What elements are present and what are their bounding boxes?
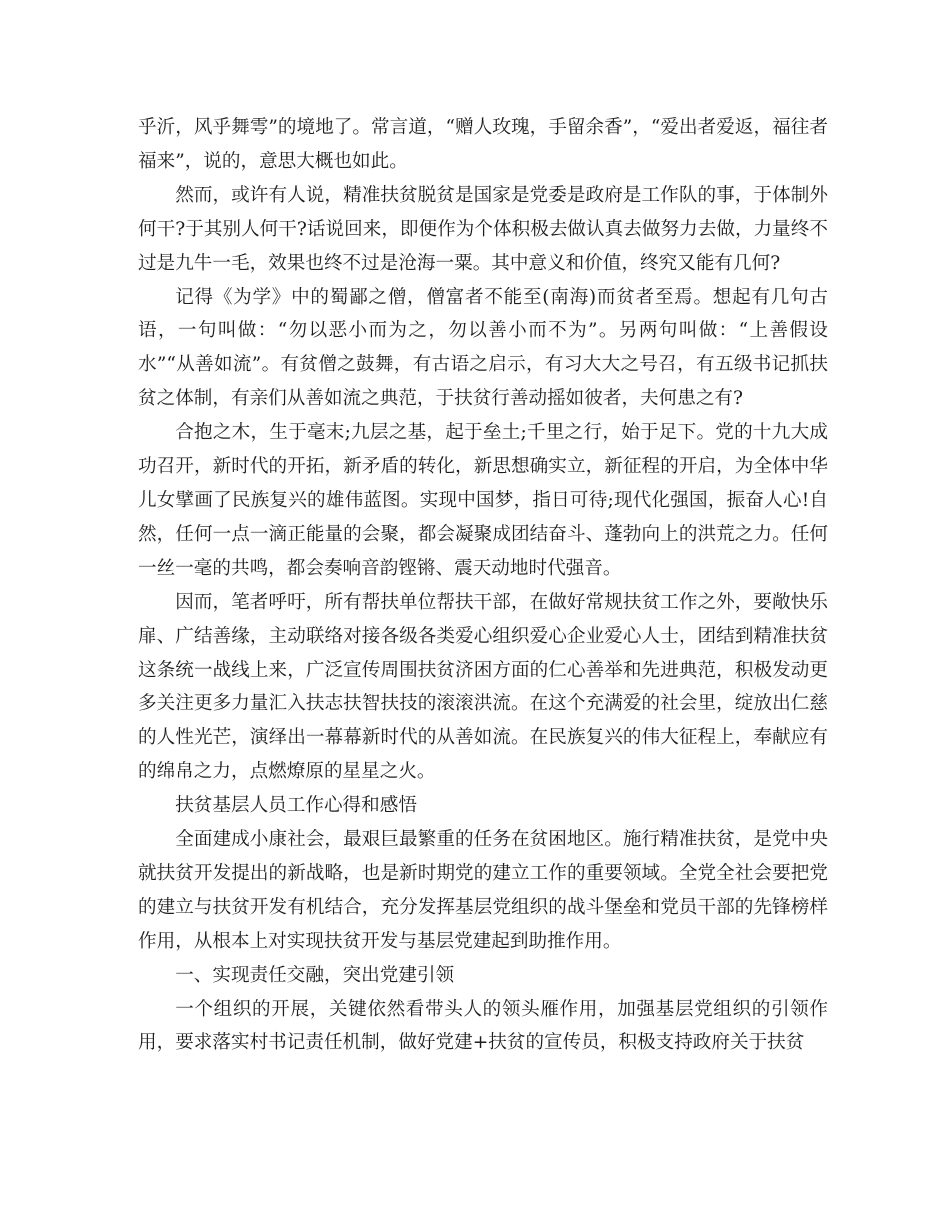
document-body — [138, 111, 828, 1060]
paragraph: 乎沂，风乎舞雩”的境地了。常言道，“赠人玫瑰，手留余香”，“爱出者爱返，福往者福来”，说的，意思大概也如此。 — [138, 117, 828, 172]
paragraph: 全面建成小康社会，最艰巨最繁重的任务在贫困地区。施行精准扶贫，是党中央就扶贫开发提出的新战略，也是新时期党的建立工作的重要领域。全党全社会要把党的建立与扶贫开发有机结合，充分发挥基层党组织的战斗堡垒和党员干部的先锋榜样作用，从根本上对实现扶贫开发与基层党建起到助推作用。 — [138, 829, 828, 952]
paragraph: 合抱之木，生于毫末;九层之基，起于垒土;千里之行，始于足下。党的十九大成功召开，新时代的开拓，新矛盾的转化，新思想确实立，新征程的开启，为全体中华儿女擘画了民族复兴的雄伟蓝图。实现中国梦，指日可待;现代化强国，振奋人心!自然，任何一点一滴正能量的会聚，都会凝聚成团结奋斗、蓬勃向上的洪荒之力。任何一丝一毫的共鸣，都会奏响音韵铿锵、震天动地时代强音。 — [138, 422, 828, 579]
paragraph: 一个组织的开展，关键依然看带头人的领头雁作用，加强基层党组织的引领作用，要求落实村书记责任机制，做好党建+扶贫的宣传员，积极支持政府关于扶贫 — [138, 998, 828, 1054]
paragraph: 然而，或许有人说，精准扶贫脱贫是国家是党委是政府是工作队的事，于体制外何干?于其别人何干?话说回来，即便作为个体积极去做认真去做努力去做，力量终不过是九牛一毛，效果也终不过是沧海一粟。其中意义和价值，终究又能有几何? — [138, 184, 828, 274]
section-heading: 扶贫基层人员工作心得和感悟 — [175, 795, 417, 817]
section-heading: 一、实现责任交融，突出党建引领 — [175, 964, 455, 986]
paragraph: 因而，笔者呼吁，所有帮扶单位帮扶干部，在做好常规扶贫工作之外，要敞快乐扉、广结善缘，主动联络对接各级各类爱心组织爱心企业爱心人士，团结到精准扶贫这条统一战线上来，广泛宣传周围扶贫济困方面的仁心善举和先进典范，积极发动更多关注更多力量汇入扶志扶智扶技的滚滚洪流。在这个充满爱的社会里，绽放出仁慈的人性光芒，演绎出一幕幕新时代的从善如流。在民族复兴的伟大征程上，奉献应有的绵帛之力，点燃燎原的星星之火。 — [138, 591, 828, 783]
paragraph: 记得《为学》中的蜀鄙之僧，僧富者不能至(南海)而贫者至焉。想起有几句古语，一句叫做：“勿以恶小而为之，勿以善小而不为”。另两句叫做：“上善假设水”“从善如流”。有贫僧之鼓舞，有古语之启示，有习大大之号召，有五级书记抓扶贫之体制，有亲们从善如流之典范，于扶贫行善动摇如彼者，夫何患之有? — [138, 286, 828, 410]
